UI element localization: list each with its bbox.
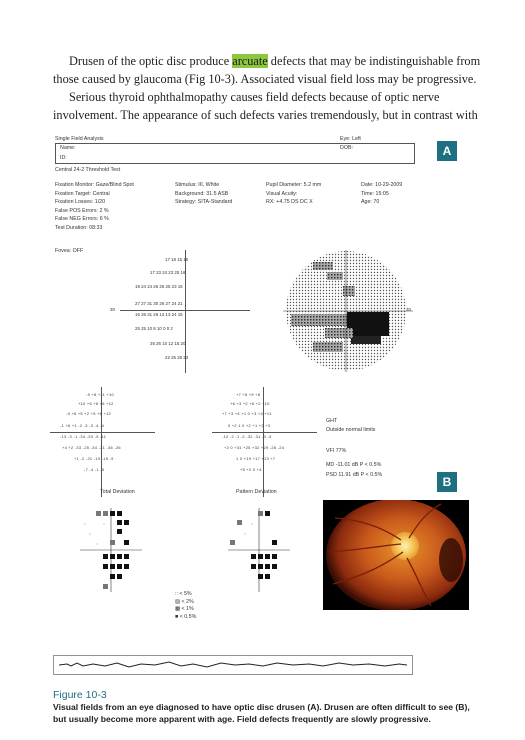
svg-text:::: :: (84, 521, 87, 526)
md-value: MD -11.01 dB P < 0.5% (326, 462, 382, 468)
info-col-2: Stimulus: III, White Background: 31.5 ASB Strategy: SITA-Standard (175, 182, 233, 205)
dob-label: DOB: (340, 145, 353, 151)
pd-h-axis (212, 432, 317, 433)
greyscale-axis-label: 30 (406, 307, 411, 312)
para1-before: Drusen of the optic disc produce (69, 54, 233, 68)
para1-after: defects that may be indistinguishable from those caused by glaucoma (Fig 10-3). Associated visual field loss may be progressive. (53, 54, 481, 86)
figure-caption: Visual fields from an eye diagnosed to have optic disc drusen (A). Drusen are often difficult to see (B), but usually become more apparent with age. Field defects frequently are slowly progressive. (53, 702, 470, 724)
pattern-deviation-label: Pattern Deviation (236, 489, 277, 495)
figure-title: Figure 10-3 (53, 689, 107, 701)
report-eye: Eye: Left (340, 136, 361, 142)
td-h-axis (50, 432, 155, 433)
body-paragraph-2: Serious thyroid ophthalmopathy causes field defects because of optic nerve involvement. The appearance of such defects varies tremendously, but in contrast with (53, 90, 478, 122)
ght-label: GHT (326, 418, 338, 424)
body-paragraph-1 (53, 52, 485, 88)
svg-text:::: :: (244, 531, 247, 536)
svg-text:::: :: (251, 521, 254, 526)
fovea-label: Fovea: OFF (55, 248, 84, 254)
info-col-3: Pupil Diameter: 5.2 mm Visual Acuity: RX: +4.75 DS DC X (266, 182, 322, 205)
pattern-deviation-probability-map (228, 508, 290, 592)
highlighted-word: arcuate (232, 54, 268, 68)
badge-b: B (437, 472, 457, 492)
name-label: Name: (60, 145, 76, 151)
vfi-value: VFI 77% (326, 448, 347, 454)
info-col-1: Fixation Monitor: Gaze/Blind Spot Fixation Target: Central Fixation Losses: 1/20 False POS Errors: 2 % False NEG Errors: 6 % Test Duration: 08:33 (55, 182, 134, 231)
probability-legend: :: < 5% ▨ < 2% ▩ < 1% ■ < 0.5% (175, 591, 197, 620)
svg-text:::: :: (89, 531, 92, 536)
total-deviation-probability-map (80, 508, 142, 592)
ght-value: Outside normal limits (326, 427, 376, 433)
fundus-photo (323, 500, 469, 610)
info-col-4: Date: 10-29-2009 Time: 15:05 Age: 70 (361, 182, 403, 205)
badge-a: A (437, 141, 457, 161)
threshold-h-axis (120, 310, 250, 311)
total-deviation-label: Total Deviation (100, 489, 135, 495)
svg-text:::: :: (96, 541, 99, 546)
greyscale-plot (283, 250, 413, 372)
gaze-tracking-strip (53, 655, 413, 675)
id-label: ID: (60, 155, 67, 161)
threshold-axis-label: 30 (110, 307, 115, 312)
psd-value: PSD 11.91 dB P < 0.5% (326, 472, 383, 478)
test-name: Central 24-2 Threshold Test (55, 167, 121, 173)
patient-box (55, 143, 415, 164)
svg-text:::: :: (103, 521, 106, 526)
report-title: Single Field Analysis (55, 136, 104, 142)
